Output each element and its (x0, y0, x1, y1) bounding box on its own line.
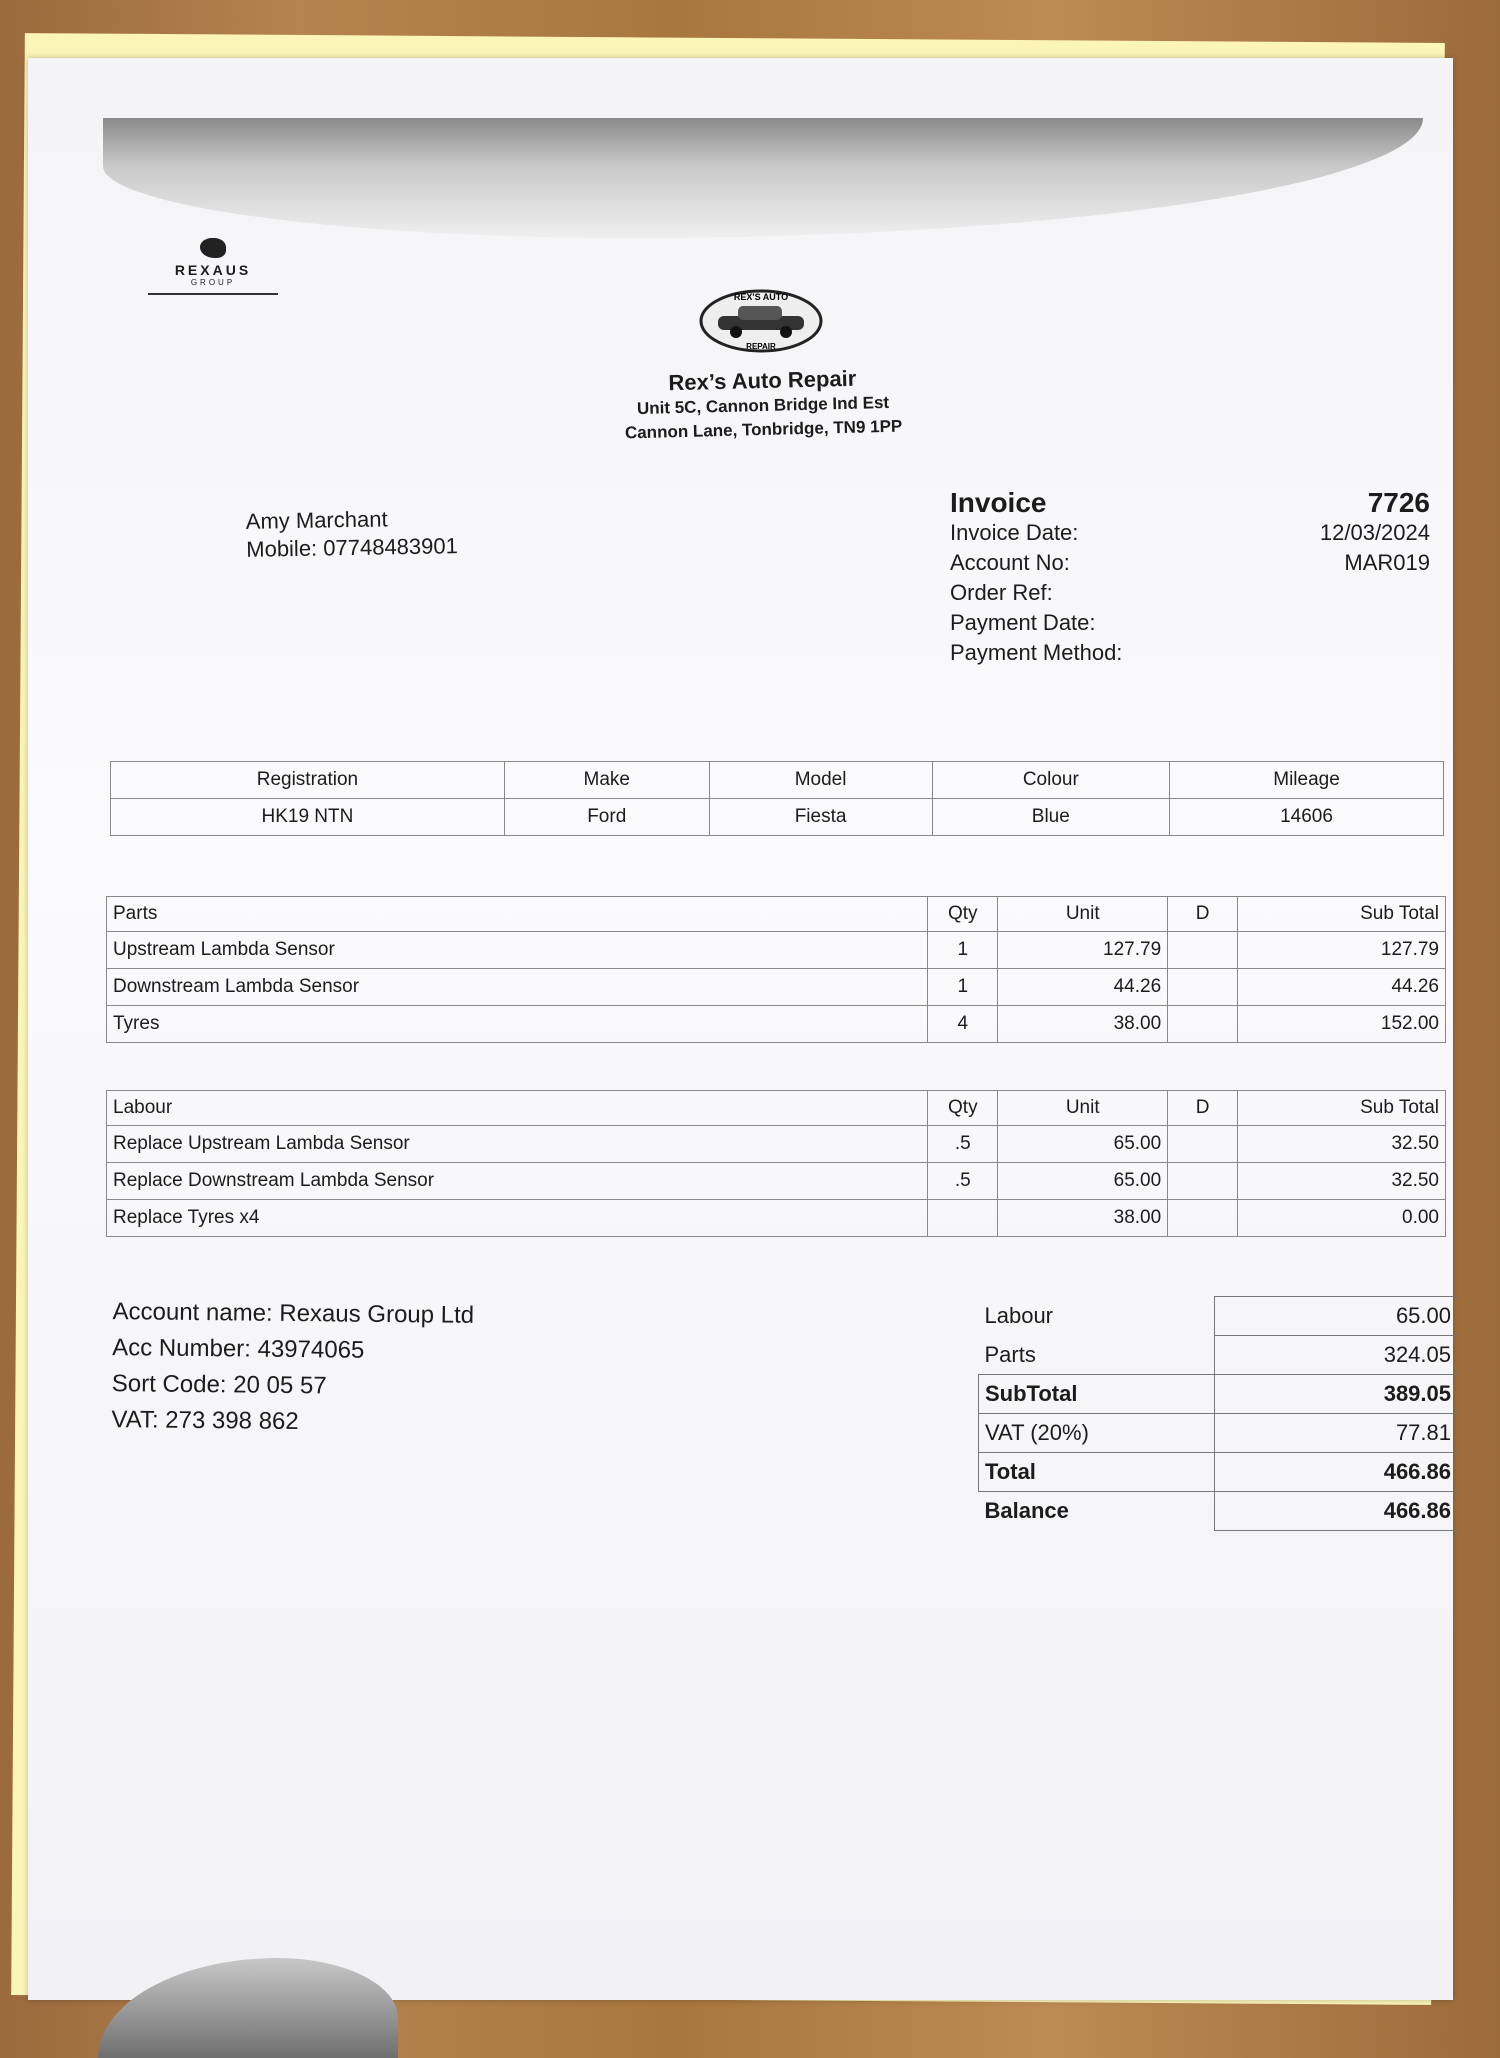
item-unit: 44.26 (998, 969, 1168, 1006)
totals-row (979, 1492, 1458, 1531)
bank-details (111, 1294, 474, 1442)
item-qty: 1 (928, 969, 998, 1006)
rexaus-logo-rule (148, 293, 278, 295)
vehicle-header-cell: Model (709, 762, 932, 799)
total-value: 466.86 (1215, 1453, 1458, 1492)
item-subtotal: 32.50 (1238, 1126, 1446, 1163)
table-row (107, 1006, 1446, 1043)
subtotal-value: 389.05 (1215, 1375, 1458, 1414)
vehicle-value-row (111, 799, 1444, 836)
item-description: Upstream Lambda Sensor (107, 932, 928, 969)
totals-row (979, 1375, 1458, 1414)
totals-row (979, 1414, 1458, 1453)
invoice-number: 7726 (1367, 487, 1430, 518)
bank-account-name: Account name: Rexaus Group Ltd (112, 1298, 475, 1329)
item-qty: 1 (928, 932, 998, 969)
vehicle-header-row (111, 762, 1444, 799)
header-swoosh (103, 118, 1423, 238)
totals-row (979, 1336, 1458, 1375)
parts-total-value: 324.05 (1215, 1336, 1458, 1375)
item-qty: .5 (928, 1163, 998, 1200)
table-header-cell: Sub Total (1238, 897, 1446, 932)
shop-header (547, 363, 979, 447)
labour-total-label: Labour (984, 1303, 1054, 1328)
item-discount (1168, 1126, 1238, 1163)
invoice-paper (28, 58, 1453, 2000)
totals-row (979, 1297, 1458, 1336)
table-header-cell: Sub Total (1238, 1091, 1446, 1126)
vehicle-header-cell: Make (504, 762, 709, 799)
rexaus-logo-line2: GROUP (190, 278, 236, 287)
item-qty: .5 (928, 1126, 998, 1163)
rexaus-logo (148, 238, 278, 295)
parts-total-label: Parts (984, 1341, 1036, 1367)
rexaus-logo-icon (200, 238, 226, 258)
subtotal-label: SubTotal (979, 1375, 1215, 1414)
vehicle-colour: Blue (932, 799, 1170, 836)
vehicle-make: Ford (504, 799, 709, 836)
shop-logo-top-text: REX'S AUTO (733, 292, 789, 302)
invoice-date: 12/03/2024 (1319, 520, 1430, 545)
shop-name: Rex’s Auto Repair (668, 365, 857, 396)
table-header-cell: Unit (998, 1091, 1168, 1126)
shop-logo-icon (696, 286, 826, 356)
shop-address-line2: Cannon Lane, Tonbridge, TN9 1PP (624, 416, 903, 443)
table-header-cell: Unit (998, 897, 1168, 932)
item-qty (928, 1200, 998, 1237)
item-unit: 38.00 (998, 1006, 1168, 1043)
balance-label: Balance (984, 1498, 1069, 1524)
table-header-cell: Parts (107, 897, 928, 932)
item-unit: 127.79 (998, 932, 1168, 969)
item-discount (1168, 969, 1238, 1006)
item-discount (1168, 1006, 1238, 1043)
vehicle-table (110, 761, 1444, 836)
table-row (107, 969, 1446, 1006)
bank-sort-code: Sort Code: 20 05 57 (111, 1370, 327, 1400)
item-subtotal: 32.50 (1238, 1163, 1446, 1200)
item-discount (1168, 932, 1238, 969)
table-header-cell: Qty (928, 897, 998, 932)
item-description: Downstream Lambda Sensor (107, 969, 928, 1006)
labour-total-value: 65.00 (1215, 1297, 1458, 1336)
order-ref-label: Order Ref: (950, 580, 1053, 605)
total-label: Total (979, 1453, 1215, 1492)
parts-header-row (107, 897, 1446, 932)
item-unit: 38.00 (998, 1200, 1168, 1237)
invoice-date-label: Invoice Date: (950, 520, 1079, 545)
labour-header-row (107, 1091, 1446, 1126)
table-row (107, 1163, 1446, 1200)
item-discount (1168, 1200, 1238, 1237)
customer-block (246, 504, 459, 564)
invoice-details (950, 488, 1430, 668)
payment-method-label: Payment Method: (950, 640, 1123, 665)
balance-value: 466.86 (1215, 1492, 1458, 1531)
item-description: Replace Tyres x4 (107, 1200, 928, 1237)
account-no-label: Account No: (950, 550, 1070, 575)
item-unit: 65.00 (998, 1126, 1168, 1163)
vehicle-model: Fiesta (709, 799, 932, 836)
rexaus-logo-line1: REXAUS (174, 262, 252, 278)
bank-vat-number: VAT: 273 398 862 (111, 1406, 299, 1436)
account-no: MAR019 (1344, 550, 1430, 575)
vehicle-header-cell: Registration (111, 762, 505, 799)
totals-table (978, 1296, 1458, 1531)
customer-mobile: Mobile: 07748483901 (246, 533, 459, 562)
item-unit: 65.00 (998, 1163, 1168, 1200)
vehicle-registration: HK19 NTN (111, 799, 505, 836)
table-header-cell: D (1168, 897, 1238, 932)
item-qty: 4 (928, 1006, 998, 1043)
item-subtotal: 127.79 (1238, 932, 1446, 969)
item-discount (1168, 1163, 1238, 1200)
table-header-cell: D (1168, 1091, 1238, 1126)
table-header-cell: Labour (107, 1091, 928, 1126)
vehicle-header-cell: Mileage (1170, 762, 1444, 799)
labour-table (106, 1090, 1446, 1237)
vat-label: VAT (20%) (979, 1414, 1215, 1453)
invoice-title: Invoice (950, 487, 1047, 518)
vat-value: 77.81 (1215, 1414, 1458, 1453)
item-description: Replace Downstream Lambda Sensor (107, 1163, 928, 1200)
customer-name: Amy Marchant (245, 506, 388, 534)
shop-address-line1: Unit 5C, Cannon Bridge Ind Est (636, 392, 890, 419)
item-description: Tyres (107, 1006, 928, 1043)
table-row (107, 1200, 1446, 1237)
bank-acc-number: Acc Number: 43974065 (112, 1334, 365, 1364)
item-description: Replace Upstream Lambda Sensor (107, 1126, 928, 1163)
shop-logo-bottom-text: REPAIR (746, 342, 776, 351)
table-row (107, 932, 1446, 969)
item-subtotal: 152.00 (1238, 1006, 1446, 1043)
item-subtotal: 44.26 (1238, 969, 1446, 1006)
vehicle-header-cell: Colour (932, 762, 1170, 799)
vehicle-mileage: 14606 (1170, 799, 1444, 836)
table-header-cell: Qty (928, 1091, 998, 1126)
footer-swoosh (98, 1958, 398, 2058)
payment-date-label: Payment Date: (950, 610, 1096, 635)
item-subtotal: 0.00 (1238, 1200, 1446, 1237)
table-row (107, 1126, 1446, 1163)
totals-row (979, 1453, 1458, 1492)
parts-table (106, 896, 1446, 1043)
